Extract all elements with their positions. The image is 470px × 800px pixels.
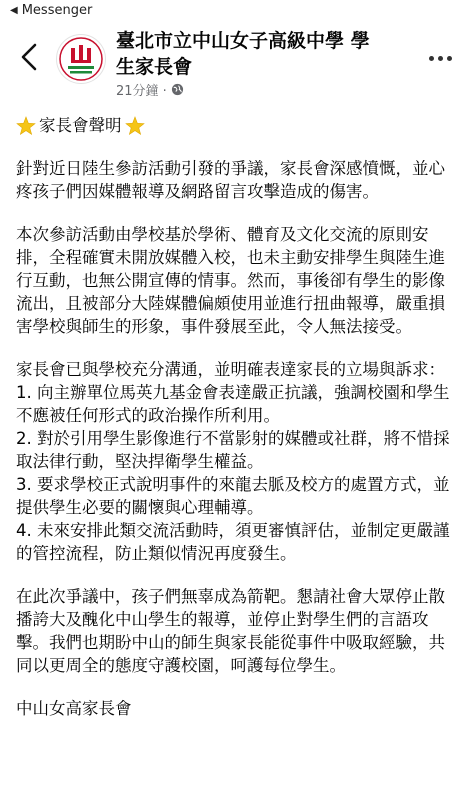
list-item: 1. 向主辦單位馬英九基金會表達嚴正抗議，強調校園和學生不應被任何形式的政治操作所利用。 [16, 383, 450, 425]
post-header [0, 22, 470, 102]
paragraph-4: 在此次爭議中，孩子們無辜成為箭靶。懇請社會大眾停止散播誇大及醜化中山學生的報導，並停止對學生們的言語攻擊。我們也期盼中山的師生與家長能從事件中吸取經驗，共同以更周全的態度守護校園，呵護每位學生。 [16, 587, 445, 675]
list-item: 3. 要求學校正式說明事件的來龍去脈及校方的處置方式，並提供學生必要的關懷與心理輔導。 [16, 475, 450, 517]
star-icon [16, 116, 36, 136]
school-logo-icon [58, 36, 104, 82]
paragraph-1: 針對近日陸生參訪活動引發的爭議，家長會深感憤慨，並心疼孩子們因媒體報導及網路留言攻擊造成的傷害。 [16, 159, 445, 201]
list-item: 4. 未來安排此類交流活動時，須更審慎評估，並制定更嚴謹的管控流程，防止類似情況再度發生。 [16, 521, 450, 563]
more-dots-icon [429, 56, 434, 61]
more-options-button[interactable] [420, 48, 460, 68]
back-button[interactable] [12, 40, 46, 74]
globe-icon [171, 83, 184, 96]
post-body [16, 114, 458, 740]
paragraph-3 [16, 358, 458, 565]
star-icon [125, 116, 145, 136]
post-time[interactable]: 21分鐘 · [116, 84, 167, 99]
chevron-left-icon [20, 43, 38, 71]
back-to-app-icon[interactable]: ◀ [10, 4, 18, 16]
avatar[interactable] [56, 34, 106, 84]
signature: 中山女高家長會 [16, 699, 132, 718]
back-to-app-label[interactable]: Messenger [21, 2, 93, 18]
post-meta [116, 80, 184, 99]
page-title[interactable]: 臺北市立中山女子高級中學 學生家長會 [116, 30, 370, 78]
status-bar [0, 0, 470, 20]
post-title: 家長會聲明 [39, 116, 122, 135]
more-dot [438, 56, 443, 61]
more-dot [447, 56, 452, 61]
paragraph-2: 本次參訪活動由學校基於學術、體育及文化交流的原則安排，全程確實未開放媒體入校，也未主動安排學生與陸生進行互動，也無公開宣傳的情事。然而，事後卻有學生的影像流出，且被部分大陸媒體偏頗使用並進行扭曲報導，嚴重損害學校與師生的形象，事件發展至此，令人無法接受。 [16, 225, 445, 336]
demands-intro: 家長會已與學校充分溝通，並明確表達家長的立場與訴求： [16, 360, 445, 379]
list-item: 2. 對於引用學生影像進行不當影射的媒體或社群，將不惜採取法律行動，堅決捍衛學生權益。 [16, 429, 450, 471]
post-title-line [16, 114, 458, 137]
